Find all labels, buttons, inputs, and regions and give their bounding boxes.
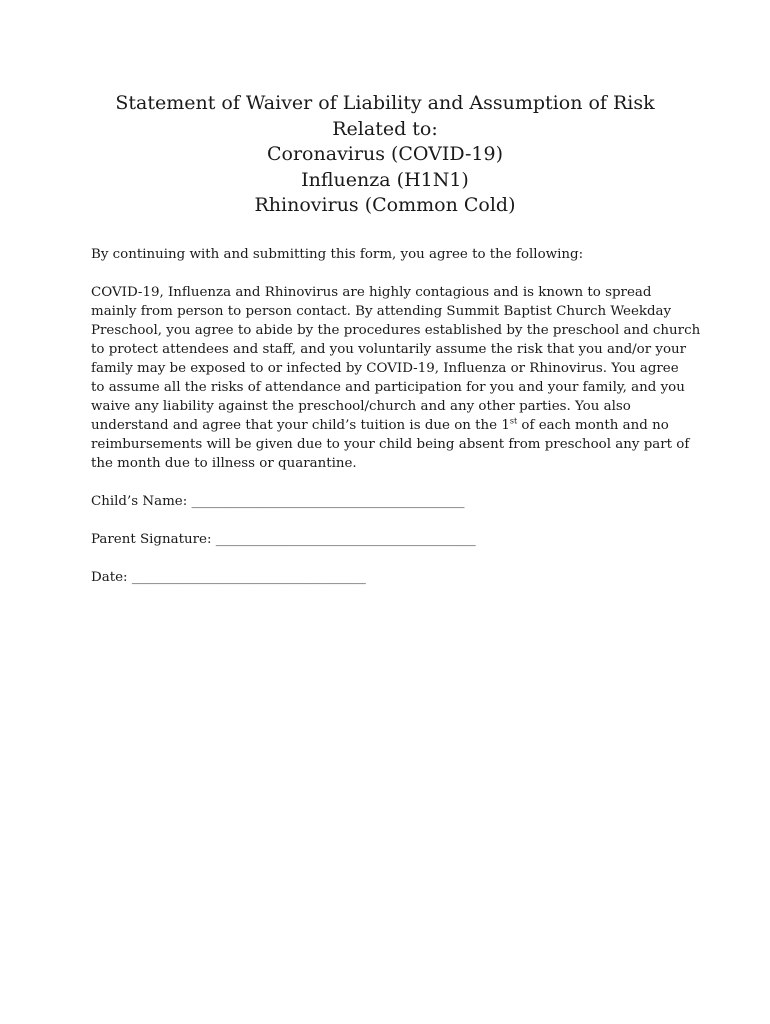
child-name-label: Child’s Name: <box>91 494 188 509</box>
paragraph-line: to assume all the risks of attendance and participation for you and your family, and you <box>91 380 685 395</box>
document-title <box>0 91 770 219</box>
paragraph-line: mainly from person to person contact. By attending Summit Baptist Church Weekday <box>91 304 672 319</box>
parent-signature-line[interactable]: ________________________________________ <box>215 532 476 547</box>
paragraph-line: COVID-19, Influenza and Rhinovirus are highly contagious and is known to spread <box>91 285 652 300</box>
tuition-text-end: of each month and no <box>517 418 669 433</box>
ordinal-suffix: st <box>509 416 518 426</box>
intro-paragraph: By continuing with and submitting this form, you agree to the following: <box>91 247 584 262</box>
document-body <box>91 245 701 606</box>
title-line-4: Influenza (H1N1) <box>301 168 469 191</box>
child-name-field[interactable] <box>91 492 691 511</box>
date-label: Date: <box>91 570 128 585</box>
title-line-3: Coronavirus (COVID-19) <box>267 143 503 166</box>
paragraph-line: to protect attendees and staff, and you voluntarily assume the risk that you and/or your <box>91 342 687 357</box>
waiver-paragraph <box>91 283 701 473</box>
child-name-line[interactable]: __________________________________________ <box>191 494 465 509</box>
date-field[interactable] <box>91 568 691 587</box>
paragraph-line: Preschool, you agree to abide by the procedures established by the preschool and church <box>91 323 701 338</box>
title-line-2: Related to: <box>332 117 438 140</box>
title-line-1: Statement of Waiver of Liability and Assumption of Risk <box>115 92 655 114</box>
parent-signature-field[interactable] <box>91 530 691 549</box>
paragraph-line <box>91 416 691 435</box>
tuition-text: understand and agree that your child’s tuition is due on the 1 <box>91 418 510 433</box>
paragraph-line: waive any liability against the preschool/church and any other parties. You also <box>91 399 631 414</box>
paragraph-line: reimbursements will be given due to your child being absent from preschool any part of <box>91 437 690 452</box>
parent-signature-label: Parent Signature: <box>91 532 212 547</box>
date-line[interactable]: ____________________________________ <box>131 570 366 585</box>
paragraph-line: the month due to illness or quarantine. <box>91 456 357 471</box>
paragraph-line: family may be exposed to or infected by COVID-19, Influenza or Rhinovirus. You agree <box>91 361 679 376</box>
title-line-5: Rhinovirus (Common Cold) <box>254 194 516 217</box>
